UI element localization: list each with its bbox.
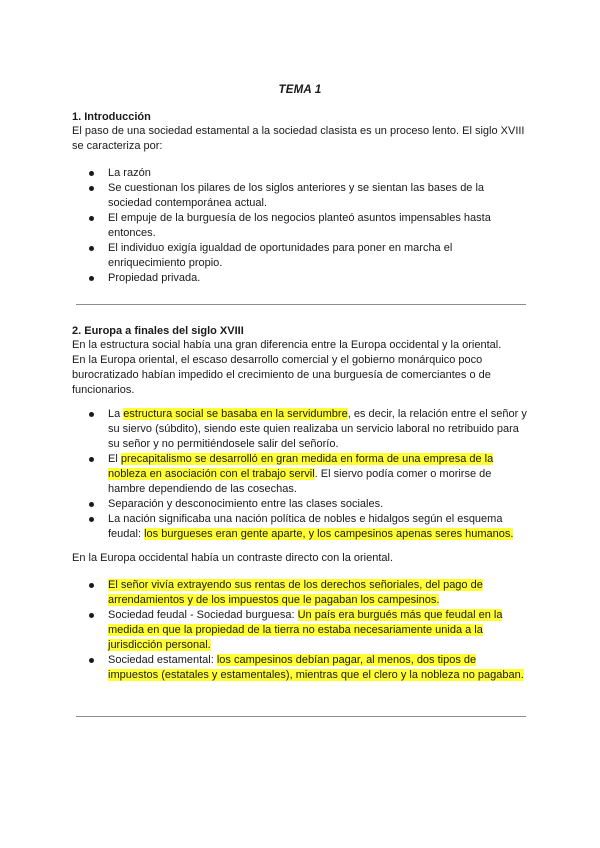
section-introduccion [72, 110, 528, 154]
bullet-icon [89, 613, 94, 618]
list-item: Propiedad privada. [72, 271, 528, 286]
bullet-list-europa-occidental [72, 578, 528, 683]
bullet-icon [89, 517, 94, 522]
bullet-icon [89, 502, 94, 507]
list-item [72, 578, 528, 608]
bullet-icon [89, 457, 94, 462]
highlighted-text: Un país era burgués más que feudal en la medida en que la propiedad de la tierra no estaba necesariamente unida a la jurisdicción personal. [108, 609, 503, 651]
bullet-list-siglo-xviii [72, 166, 528, 286]
bullet-icon [89, 583, 94, 588]
section-divider [76, 716, 526, 717]
list-item: El individuo exigía igualdad de oportunidades para poner en marcha el enriquecimiento propio. [72, 241, 528, 271]
list-item: La razón [72, 166, 528, 181]
section-paragraph: En la estructura social había una gran diferencia entre la Europa occidental y la oriental. [72, 339, 502, 351]
section-heading: 1. Introducción [72, 111, 151, 123]
section-paragraph: En la Europa oriental, el escaso desarrollo comercial y el gobierno monárquico poco burocratizado habían impedido el crecimiento de una burguesía de comerciantes o de funcionarios. [72, 354, 491, 396]
bullet-icon [89, 246, 94, 251]
bullet-icon [89, 186, 94, 191]
list-item: La estructura social se basaba en la servidumbre, es decir, la relación entre el señor y su siervo (súbdito), siendo este quien realizaba un servicio laboral no retribuido para su señor y no permitiéndosele salir del señorío. [72, 407, 528, 452]
section-divider [76, 304, 526, 305]
list-item: Se cuestionan los pilares de los siglos anteriores y se sientan las bases de la sociedad contemporánea actual. [72, 181, 528, 211]
list-item: El empuje de la burguesía de los negocios planteó asuntos impensables hasta entonces. [72, 211, 528, 241]
list-item: Sociedad feudal - Sociedad burguesa: Un país era burgués más que feudal en la medida en que la propiedad de la tierra no estaba necesariamente unida a la jurisdicción personal. [72, 608, 528, 653]
list-item: La nación significaba una nación política de nobles e hidalgos según el esquema feudal: los burgueses eran gente aparte, y los campesinos apenas seres humanos. [72, 512, 528, 542]
bullet-icon [89, 658, 94, 663]
bullet-icon [89, 276, 94, 281]
document-title: TEMA 1 [278, 84, 322, 96]
highlighted-text: precapitalismo se desarrolló en gran medida en forma de una empresa de la nobleza en asociación con el trabajo servil [108, 453, 494, 480]
section-paragraph: En la Europa occidental había un contraste directo con la oriental. [72, 552, 394, 564]
bullet-list-europa-oriental [72, 407, 528, 542]
bullet-icon [89, 216, 94, 221]
highlighted-text: los campesinos debían pagar, al menos, dos tipos de impuestos (estatales y estamentales), mientras que el clero y la nobleza no pagaban. [108, 654, 524, 681]
section-heading: 2. Europa a finales del siglo XVIII [72, 325, 244, 337]
section-paragraph: El paso de una sociedad estamental a la sociedad clasista es un proceso lento. El siglo XVIII se caracteriza por: [72, 125, 525, 152]
bullet-icon [89, 171, 94, 176]
list-item: Separación y desconocimiento entre las clases sociales. [72, 497, 528, 512]
highlighted-text: estructura social se basaba en la servidumbre [123, 408, 348, 420]
section-europa [72, 324, 528, 398]
list-item: El precapitalismo se desarrolló en gran medida en forma de una empresa de la nobleza en asociación con el trabajo servil. El siervo podía comer o morirse de hambre dependiendo de las cosechas. [72, 452, 528, 497]
list-item: Sociedad estamental: los campesinos debían pagar, al menos, dos tipos de impuestos (estatales y estamentales), mientras que el clero y la nobleza no pagaban. [72, 653, 528, 683]
highlighted-text: los burgueses eran gente aparte, y los campesinos apenas seres humanos. [144, 528, 514, 540]
highlighted-text: El señor vivía extrayendo sus rentas de los derechos señoriales, del pago de arrendamientos y de los impuestos que le pagaban los campesinos. [108, 579, 483, 606]
bullet-icon [89, 412, 94, 417]
